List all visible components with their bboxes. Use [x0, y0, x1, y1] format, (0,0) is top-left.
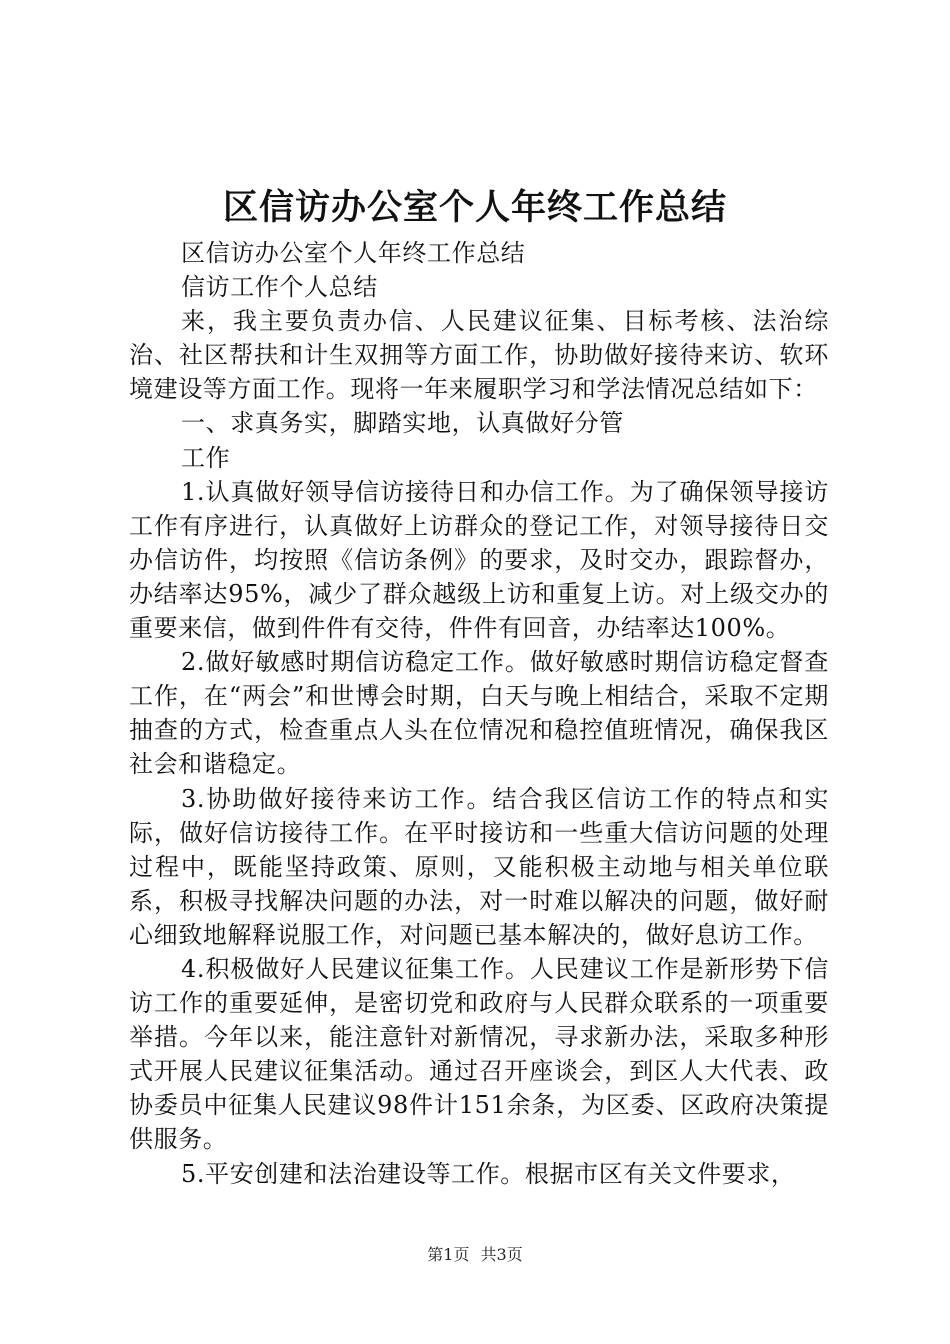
document-title: 区信访办公室个人年终工作总结 [222, 187, 727, 228]
paragraph-intro: 来，我主要负责办信、人民建议征集、目标考核、法治综治、社区帮扶和计生双拥等方面工作，协助做好接待来访、软环境建设等方面工作。现将一年来履职学习和学法情况总结如下： [129, 307, 829, 404]
paragraph-subtitle: 区信访办公室个人年终工作总结 [181, 239, 526, 267]
section-heading-1: 一、求真务实，脚踏实地，认真做好分管 [181, 409, 624, 438]
paragraph-item-1: 1.认真做好领导信访接待日和办信工作。为了确保领导接访工作有序进行，认真做好上访群众的登记工作，对领导接待日交办信访件，均按照《信访条例》的要求，及时交办，跟踪督办，办结率达95%，减少了群众越级上访和重复上访。对上级交办的重要来信，做到件件有交待，件件有回音，办结率达100%。 [129, 477, 829, 643]
paragraph-item-3: 3.协助做好接待来访工作。结合我区信访工作的特点和实际，做好信访接待工作。在平时接访和一些重大信访问题的处理过程中，既能坚持政策、原则，又能积极主动地与相关单位联系，积极寻找解决问题的办法，对一时难以解决的问题，做好耐心细致地解释说服工作，对问题已基本解决的，做好息访工作。 [129, 784, 829, 949]
section-heading-1-cont: 工作 [181, 443, 231, 472]
page-footer [0, 1244, 950, 1266]
paragraph-item-2: 2.做好敏感时期信访稳定工作。做好敏感时期信访稳定督查工作，在“两会”和世博会时期，白天与晚上相结合，采取不定期抽查的方式，检查重点人头在位情况和稳控值班情况，确保我区社会和谐稳定。 [129, 648, 829, 779]
paragraph-item-5: 5.平安创建和法治建设等工作。根据市区有关文件要求， [181, 1159, 796, 1188]
document-body [129, 236, 829, 1191]
paragraph-heading: 信访工作个人总结 [181, 273, 378, 302]
page-total: 共3页 [480, 1245, 523, 1264]
page-number: 第1页 [427, 1245, 470, 1264]
paragraph-item-4: 4.积极做好人民建议征集工作。人民建议工作是新形势下信访工作的重要延伸，是密切党和政府与人民群众联系的一项重要举措。今年以来，能注意针对新情况，寻求新办法，采取多种形式开展人民建议征集活动。通过召开座谈会，到区人大代表、政协委员中征集人民建议98件计151余条，为区委、区政府决策提供服务。 [129, 954, 829, 1154]
